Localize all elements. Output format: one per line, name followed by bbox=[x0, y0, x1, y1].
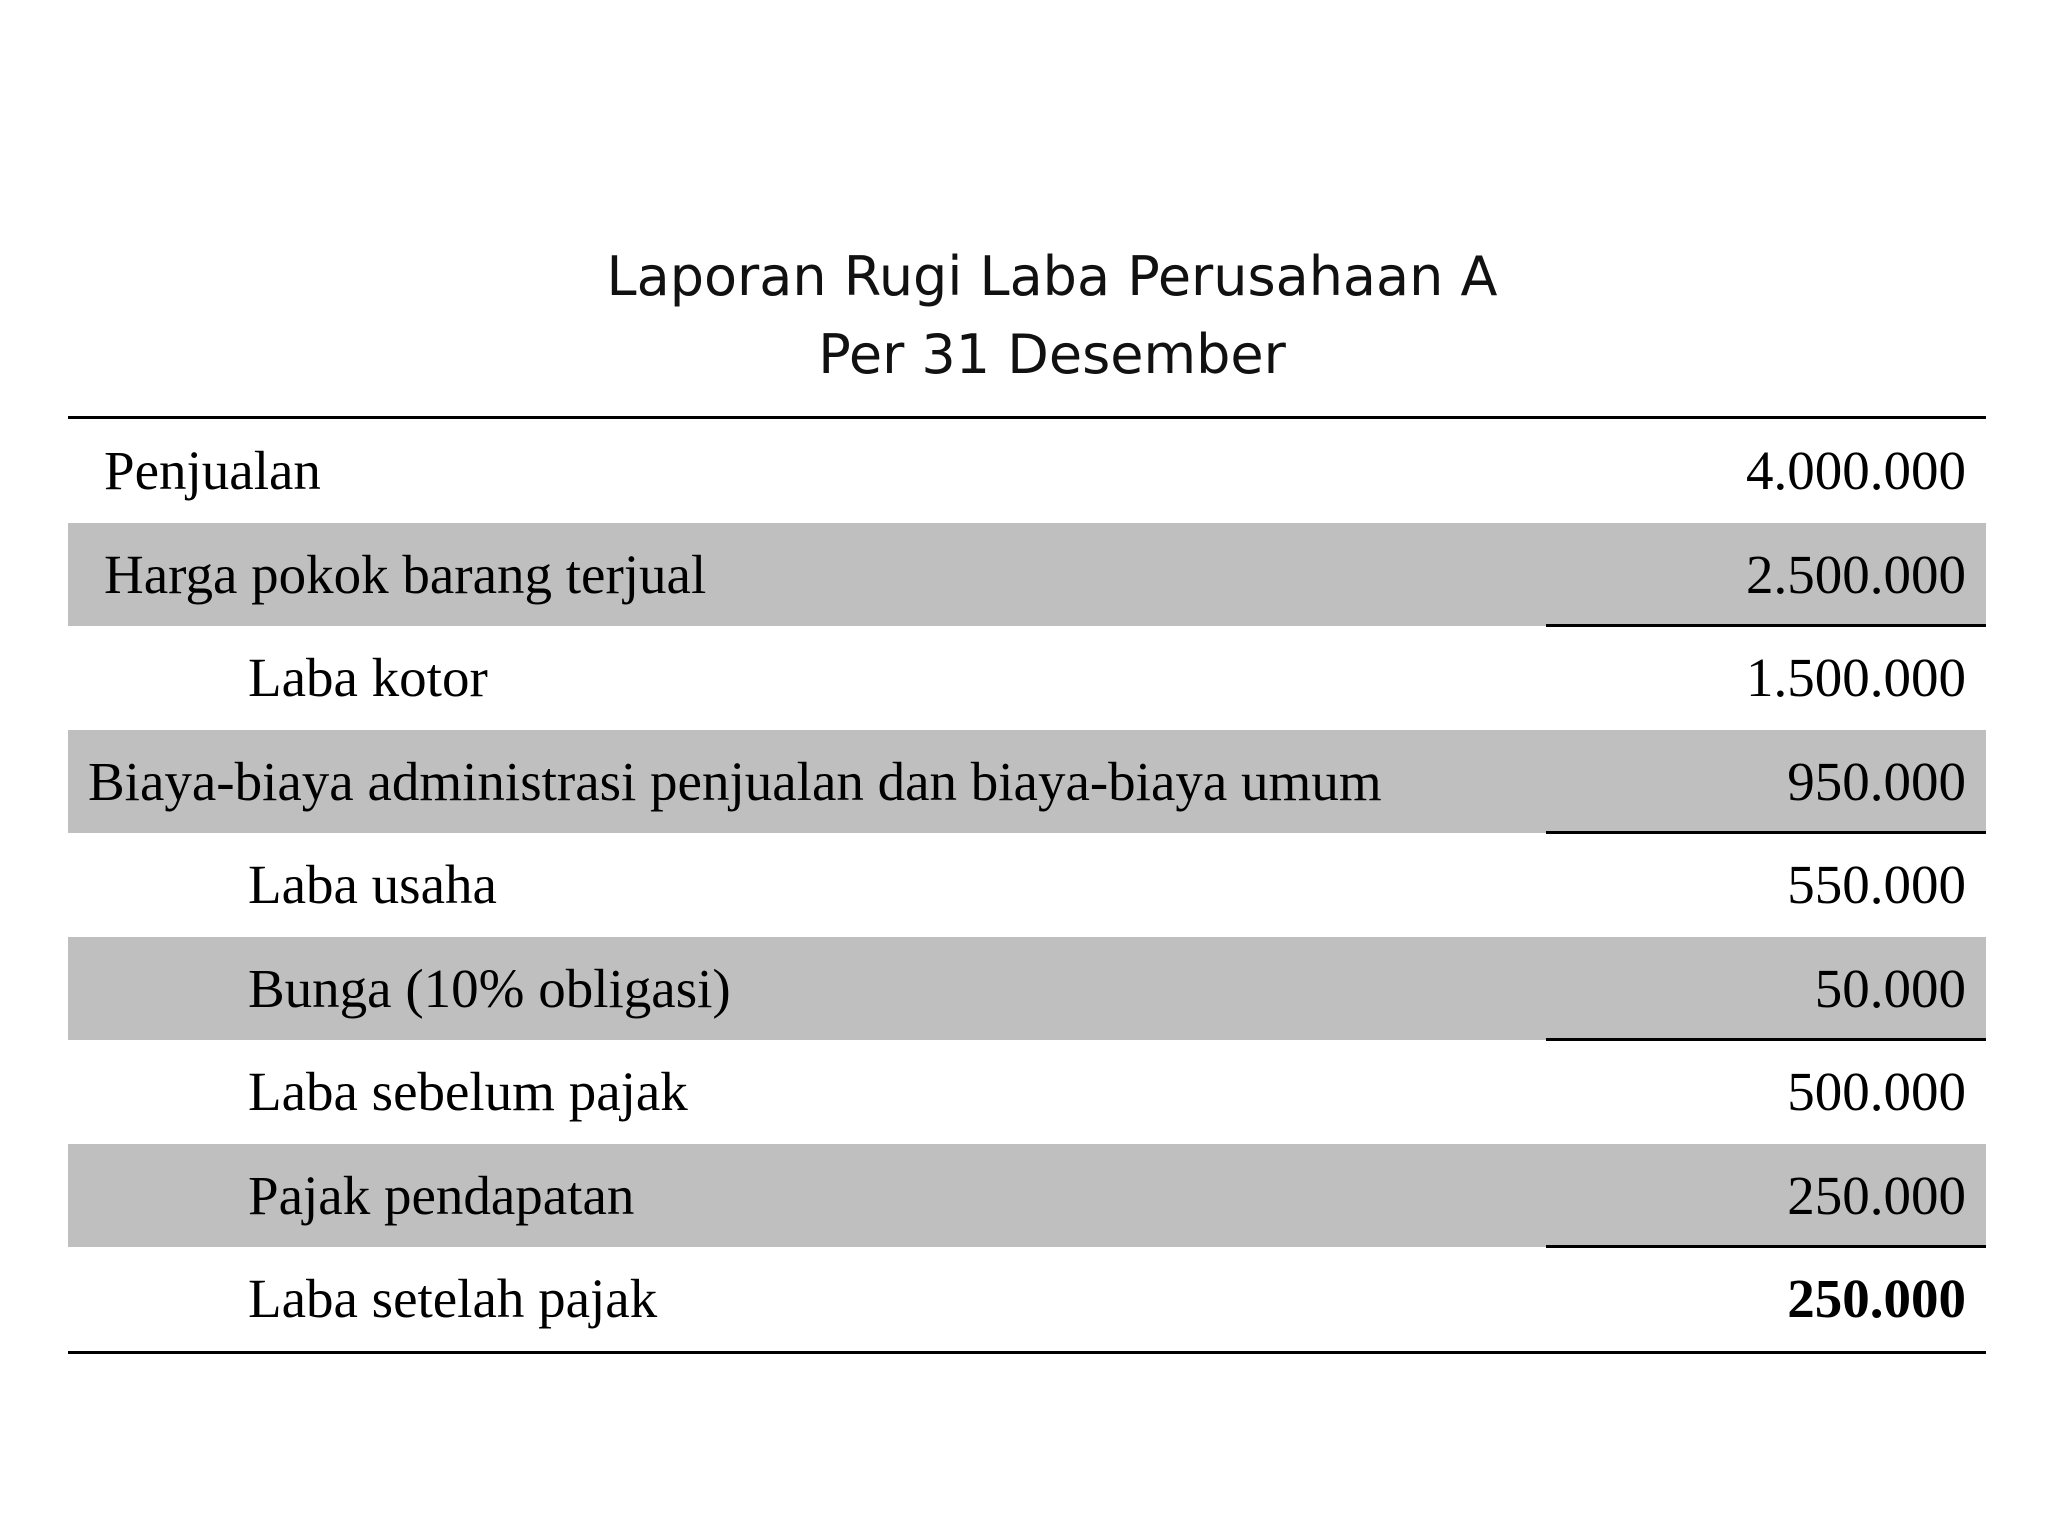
row-value: 550.000 bbox=[1787, 854, 1966, 915]
row-harga-pokok bbox=[68, 523, 1986, 627]
subtotal-rule bbox=[1546, 1245, 1986, 1248]
report-title-line-2: Per 31 Desember bbox=[818, 323, 1286, 386]
row-label: Penjualan bbox=[104, 440, 321, 501]
row-label: Bunga (10% obligasi) bbox=[248, 957, 731, 1019]
row-laba-kotor bbox=[68, 626, 1986, 730]
report-title-line-1: Laporan Rugi Laba Perusahaan A bbox=[606, 245, 1498, 308]
row-value: 250.000 bbox=[1787, 1164, 1966, 1226]
row-label: Laba sebelum pajak bbox=[248, 1061, 688, 1122]
row-label: Laba usaha bbox=[248, 854, 497, 915]
row-laba-setelah-pajak bbox=[68, 1247, 1986, 1351]
subtotal-rule bbox=[1546, 1038, 1986, 1041]
subtotal-rule bbox=[1546, 831, 1986, 834]
row-label: Laba kotor bbox=[248, 647, 488, 708]
row-laba-usaha bbox=[68, 833, 1986, 937]
subtotal-rule bbox=[1546, 624, 1986, 627]
row-label: Biaya-biaya administrasi penjualan dan biaya-biaya umum bbox=[88, 750, 1382, 812]
row-label: Harga pokok barang terjual bbox=[104, 543, 707, 605]
row-penjualan bbox=[68, 419, 1986, 523]
row-biaya-administrasi bbox=[68, 730, 1986, 834]
report-title bbox=[0, 238, 2048, 394]
row-laba-sebelum-pajak bbox=[68, 1040, 1986, 1144]
row-value: 4.000.000 bbox=[1746, 440, 1966, 501]
row-pajak-pendapatan bbox=[68, 1144, 1986, 1248]
row-label: Laba setelah pajak bbox=[248, 1268, 658, 1329]
row-value: 950.000 bbox=[1787, 750, 1966, 812]
row-value: 2.500.000 bbox=[1746, 543, 1966, 605]
row-value-total: 250.000 bbox=[1787, 1268, 1966, 1329]
row-value: 50.000 bbox=[1814, 957, 1966, 1019]
row-label: Pajak pendapatan bbox=[248, 1164, 635, 1226]
row-bunga bbox=[68, 937, 1986, 1041]
income-statement-table bbox=[68, 416, 1986, 1354]
row-value: 500.000 bbox=[1787, 1061, 1966, 1122]
row-value: 1.500.000 bbox=[1746, 647, 1966, 708]
